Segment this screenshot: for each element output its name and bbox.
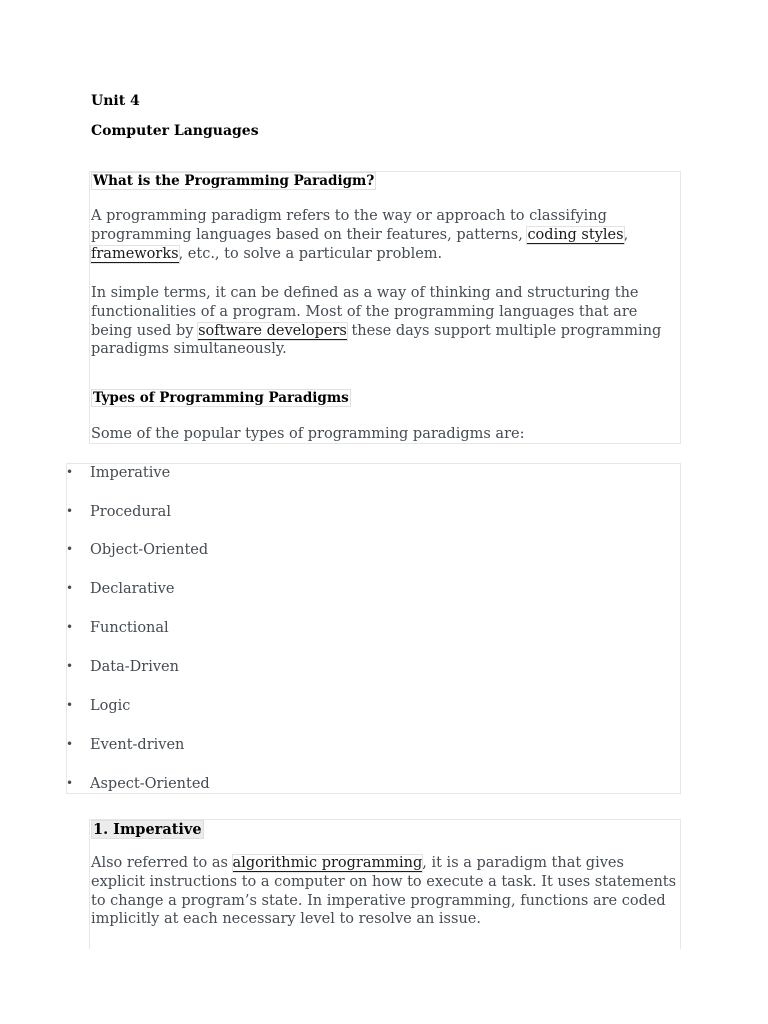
paragraph-simple-terms (91, 284, 681, 359)
list-item-label: Object-Oriented (90, 542, 209, 558)
section-heading-imperative: 1. Imperative (93, 821, 202, 838)
bullet: • (66, 620, 74, 634)
unit-label: Unit 4 (91, 93, 140, 109)
bullet: • (66, 737, 74, 751)
paragraph-imperative (91, 854, 681, 929)
list-item-label: Logic (90, 698, 131, 714)
bullet: • (66, 581, 74, 595)
section-heading-types: Types of Programming Paradigms (93, 390, 349, 406)
list-item-label: Declarative (90, 581, 175, 597)
link-software-developers[interactable]: software developers (198, 322, 347, 339)
paragraph-text: , (623, 226, 629, 243)
types-intro-text: Some of the popular types of programming paradigms are: (91, 426, 525, 442)
list-item-label: Imperative (90, 465, 171, 481)
link-frameworks[interactable]: frameworks (91, 245, 179, 262)
list-item-label: Functional (90, 620, 169, 636)
bullet: • (66, 659, 74, 673)
bullet: • (66, 776, 74, 790)
bullet: • (66, 698, 74, 712)
paragraph-text: , etc., to solve a particular problem. (178, 245, 443, 262)
paragraph-text: Also referred to as (91, 855, 233, 871)
list-item-label: Data-Driven (90, 659, 179, 675)
paragraph-text: In simple terms, it can be defined as a way of thinking and structuring the functionalities of a program. Most of the programming languages that are being used by (91, 285, 639, 339)
bullet: • (66, 504, 74, 518)
paragraph-text: , it is a paradigm that gives explicit instructions to a computer on how to execute a task. It uses statements to change a program’s state. In imperative programming, functions are coded implicitly at each necessary level to resolve an issue. (91, 855, 677, 928)
document-title: Computer Languages (91, 123, 259, 139)
list-item-label: Event-driven (90, 737, 185, 753)
link-algorithmic-programming[interactable]: algorithmic programming (232, 855, 423, 871)
bullet: • (66, 542, 74, 556)
paragraph-text: A programming paradigm refers to the way or approach to classifying programming languages based on their features, patterns, (91, 208, 607, 243)
list-item-label: Aspect-Oriented (90, 776, 210, 792)
list-item-label: Procedural (90, 504, 171, 520)
paragraph-definition (91, 207, 681, 263)
bullet: • (66, 465, 74, 479)
paragraph-text: these days support multiple programming paradigms simultaneously. (91, 322, 662, 358)
section-heading-what-is-paradigm: What is the Programming Paradigm? (93, 173, 375, 189)
link-coding-styles[interactable]: coding styles (527, 226, 624, 243)
